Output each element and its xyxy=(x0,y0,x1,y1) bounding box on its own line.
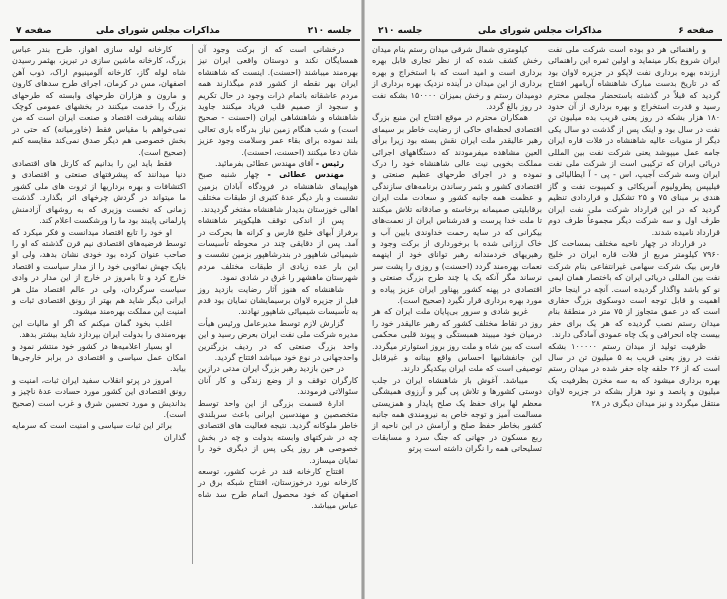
paragraph: براثر این ثبات سیاسی و امنیت است که سرمایه گذاران xyxy=(12,421,186,442)
paragraph: ظرفیت تولید از میدان رستم ۱۰۰۰۰۰ بشکه نفت در روز یعنی قریب به ۵ میلیون تن در سال است که از ۲۶ حلقه چاه حفر شده در میدان رستم بهره برداری میشود که به سه مخزن بظرفیت یک میلیون و پانصد و نود هزار بشکه در جزیره لاوان منتقل میگردد و نیز میدان دیگری در ۲۸ xyxy=(548,341,721,408)
speaker-name: رئیس - xyxy=(315,159,344,169)
paragraph: او خود را تابع اقتصاد میدانست و فکر میکرد که توسط فرضیه‌های اقتصادی نیم قرن گذشته که او را صاحب عنوان کرده بود خودی نشان بدهد، ولی او بایک جهش نمائوبی خود را از مدار سیاست و اقتصاد خارج کرد و تا بامروز در خارج از این مدار در وادی سیاست سرگردان، ولی در عالم اقتصاد مثل هر ایرانی دیگر شاید هم بهتر از رونق اقتصادی ثبات و امنیت این مملکت بهره‌مند میشود. xyxy=(12,227,186,317)
page-header xyxy=(372,26,722,38)
text-column-right xyxy=(548,44,720,409)
paragraph: شاهنشاه که هنوز آثار رضایت بازدید روز قبل از جزیره لاوان برسیمایشان نمایان بود قدم به تأسیسات شیمیائی شاهپور نهادند. xyxy=(198,284,358,317)
page-number: صفحه ۶ xyxy=(678,26,714,36)
paragraph: پس از اندکی توقف هلیکوپتر شاهنشاه برفراز آبهای خلیج فارس و کرانه ها بحرکت در آمد. پس از دقایقی چند در محوطه تأسیسات شیمیائی شاهپور در بندرشاهپور بزمین نشست و این بار عده زیادی از طبقات مختلف مردم شهرستان ماهشهر را غرق در شادی نمود. xyxy=(198,216,358,283)
book-gutter xyxy=(361,0,365,599)
paragraph: کارخانه لوله سازی اهواز، طرح بندر عباس بزرگ، کارخانه ماشین سازی در تبریز، بهثمر رسیدن شاه لوله گاز، کارخانه آلومینیوم اراک، ذوب آهن اصفهان، مس در کرمان، اجرای طرح سدهای کارون و مارون و هزاران طرحهای وابسته که طرحهای بزرگ را خدمت میکنند در بخشهای عمومی کوچک نشانه پیشرفت اقتصاد و صنعت ایران است که من نمی‌خواهم با مقیاس فقط (خاورمیانه) که حتی در بخش خصوصی هم دیگر صدق نمی‌کند مقایسه کنم (صحیح است). xyxy=(12,45,186,157)
page-number: صفحه ۷ xyxy=(16,26,52,36)
session-number: جلسه ۲۱۰ xyxy=(378,26,423,36)
paragraph: فقط باید این را بدانیم که کارتل های اقتصادی دنیا میدانند که پیشرفتهای صنعتی و اقتصادی و اکتشافات و بهره برداریها از ثروت های ملی کشور ما میتواند در گردش چرخهای اثر بگذارد. گذشت زمانی که نخست وزیری که به روشهای آزادمنش پارلمانی پایبند بود ما را ورشکست اعلام کند. xyxy=(12,159,186,226)
speech-text: آقای مهندس عطائی بفرمائید. xyxy=(214,159,314,169)
paragraph xyxy=(198,169,358,215)
right-page xyxy=(364,0,727,599)
publication-title: مذاکرات مجلس شورای ملی xyxy=(95,26,220,36)
column-divider xyxy=(192,44,193,564)
paragraph: ادارهٔ قسمت بزرگی از این واحد توسط متخصصین و مهندسین ایرانی باعث سربلندی خاطر ملوکانه گردید. نتیجه فعالیت های اقتصادی چه در شرکتهای وابسته بدولت و چه در بخش خصوصی هر روز یکی پس از دیگری خود را نمایان میسازد. xyxy=(198,398,358,465)
speech-text: چهار شنبه صبح هواپیمای شاهنشاه در فرودگاه آبادان بزمین نشست و بار دیگر عدهٔ کثیری از طبقات مختلف اهالی خوزستان بدیدار شاهنشاه مفتخر گردیدند. xyxy=(198,170,358,214)
text-column-right xyxy=(198,44,358,512)
paragraph: میباشد. آغوش باز شاهنشاه ایران در جلب دوستی کشورها و تلاش پی گیر و آرزوی همیشگی معظم لها برای حفظ یک صلح پایدار و همزیستی مسالمت آمیز و توجه خاص به نیرومندی همه جانبه کشور بخاطر حفظ صلح و آرامش در این ناحیه از ربع مسکون در جهانی که جنگ سرد و مسابقات تسلیحاتی همه را نگران داشته است پرتو xyxy=(372,375,542,454)
speaker-name: مهندس عطائی - xyxy=(267,170,344,180)
paragraph: در قرارداد در چهار ناحیه مختلف بمساحت کل ۷۹۶۰ کیلومتر مربع از فلات قاره ایران در خلیج فارس بیک شرکت سهامی غیرانتفاعی بنام شرکت نفت بین المللی دریائی ایران که باختصار همان ایمی نو کو باشد واگذار گردیده است. آنچه در اینجا حائز اهمیت و قابل توجه است دوسکوی بزرگ حفاری است که در عمق متجاوز از ۷۵ متر در منطقهٔ بنام میدان رستم نصب گردیده که هر یک برای حفر بیست چاه انحرافی و یک چاه عمودی آمادگی دارند. xyxy=(548,238,721,340)
paragraph: اغلب بخود گمان میکنم که اگر او مالیات این بهره‌مندی را بدولت ایران بپردازد شاید بیشتر بدهد. xyxy=(12,318,186,340)
text-column-left xyxy=(12,44,186,443)
paragraph: غریو شادی و سرور بی‌پایان ملت ایران که هر روز در نقاط مختلف کشور که رهبر عالیقدر خود را درمیان خود میبیند همبستگی و پیوند قلبی محکمی است که بین شاه و ملت روز بروز استوارتر میگردد. این جانفشانیها احساس واقع بینانه و غیرقابل توصیفی است که ملت ایران بیکدیگر دارند. xyxy=(372,307,542,374)
paragraph: کیلومتری شمال شرقی میدان رستم بنام میدان رخش کشف شده که از نظر تجاری قابل بهره برداری است و امید است که با استخراج و بهره برداری از این میدان در آینده نزدیک بهره برداری از دومیدان رستم و رخش بمیزان ۱۵۰۰۰۰ بشکه نفت در روز بالغ گردد. xyxy=(372,45,542,112)
paragraph: امروز در پرتو انقلاب سفید ایران ثبات، امنیت و رونق اقتصادی این کشور مورد حسادت عدهٔ ناچیز و بداندیش و مورد تحسین شرق و غرب است (صحیح است). xyxy=(12,375,186,419)
page-header xyxy=(10,26,360,38)
paragraph: درخشانی است که از برکت وجود آن همسایگان نکند و دوستان واقعی ایران نیز بهره‌مند میباشند (احسنت). اینست که شاهنشاه ایران بهر نقطه از کشور قدم میگذارند همه مردم عاشقانه باتمام ذرات وجود در حال تکریم و سجود از صمیم قلب فریاد میکنند جاوید شاهنشاه و شاهنشاهی ایران (احسنت - صحیح است) و شب هنگام زمین نیاز بدرگاه باری تعالی بلند نموده برای بقاء عمر وسلامت وجود عزیز شان دعا میکنند (احسنت، احسنت). xyxy=(198,45,358,157)
paragraph: افتتاح کارخانه قند در غرب کشور، توسعه کارخانه نورد درخوزستان، افتتاح شبکه برق در اصفهان که خود محصول اتمام طرح سد شاه عباس میباشد. xyxy=(198,467,358,511)
publication-title: مذاکرات مجلس شورای ملی xyxy=(477,26,602,36)
paragraph: در حین بازدید رهبر بزرگ ایران مدتی درازین کارگران توقف و از وضع زندگی و کار آنان سئوالاتی فرمودند. xyxy=(198,364,358,397)
text-column-left xyxy=(372,44,542,455)
paragraph: همکاران محترم در موقع افتتاح این منبع بزرگ اقتصادی لحظه‌ای حاکی از رضایت خاطر بر سیمای رهبر عالیقدر ملت ایران نقش بسته بود زیرا برأی العین مشاهده میفرمودند که دستگاههای اجرائی مملکت بخوبی نیت عالی شاهنشاه خود را درک نموده و در اجرای طرحهای عظیم صنعتی و اقتصادی کشور و بثمر رساندن برنامه‌های سازندگی و عظمت همه جانبه کشور و سعادت ملت ایران برقابلیتی صمیمانه برخاسته و صادقانه تلاش میکنند تا ملت خدا پرست و قدرشناس ایران از نعمت‌های بیکرانی که در سایه رحمت خداوندی بایین آب و خاک ارزانی شده با برخورداری از برکت وجود و رهبریهای خردمندانه رهبر توانای خود از اینهمه نعمات بهره‌مند گردد (احسنت) و روزی را پشت سر نرساند مگر آنکه یک یا چند طرح بزرگ صنعتی و اقتصادی در پهنه کشور پهناور ایران عزیز پیاده و مورد بهره برداری قرار نگیرد (صحیح است). xyxy=(372,113,542,305)
paragraph xyxy=(198,158,358,169)
header-rule xyxy=(372,39,722,41)
paragraph: گزارش لازم توسط مدیرعامل ورئیس هیأت مدیره شرکت ملی نفت ایران بعرض رسید و این واحد بزرگ صنعتی که در ردیف بزرگترین واحدجهانی در نوع خود میباشد افتتاح گردید. xyxy=(198,318,358,362)
paragraph: او بسیار اعلامیه‌ها در کشور خود منتشر نمود و امکان عمل سیاسی و اقتصادی در برابر خارجی‌ها بیابد. xyxy=(12,341,186,374)
session-number: جلسه ۲۱۰ xyxy=(307,26,352,36)
paragraph: و راهنمائی هر دو بوده است شرکت ملی نفت ایران شروع بکار مینماید و اولین ثمره این راهنمائی ارزنده بهره برداری نفت لاپکو در جزیره لاوان بود که در تاریخ بدست مبارک شاهنشاه آریامهر افتتاح گردید که قبلاً در گذشته باستحضار مجلس محترم رسید و قدرت استخراج و بهره برداری از آن حدود ۱۸۰ هزار بشکه در روز یعنی قریب بده میلیون تن نفت در سال بود و اینک پس از گذشت دو سال یکی دیگر از منویات عالیه شاهنشاه در فلات قاره ایران جامه عمل میپوشد یعنی شرکت نفت بین المللی دریائی ایران که ترکیبی است از شرکت ملی نفت ایران وسه شرکت آجیپ، اس - پی - آ ایطالیائی و فیلیپس پطرولیوم آمریکائی و کمپیوت نفت و گاز هندی بر مبنای ۷۵ و ۲۵ تشکیل و قراردادی تنظیم گردید که در این قرارداد شرکت ملی نفت ایران طرف اول و سه شرکت دیگر مجموعاً طرف دوم قرارداد نامیده شدند. xyxy=(548,45,720,237)
header-rule xyxy=(10,39,360,41)
